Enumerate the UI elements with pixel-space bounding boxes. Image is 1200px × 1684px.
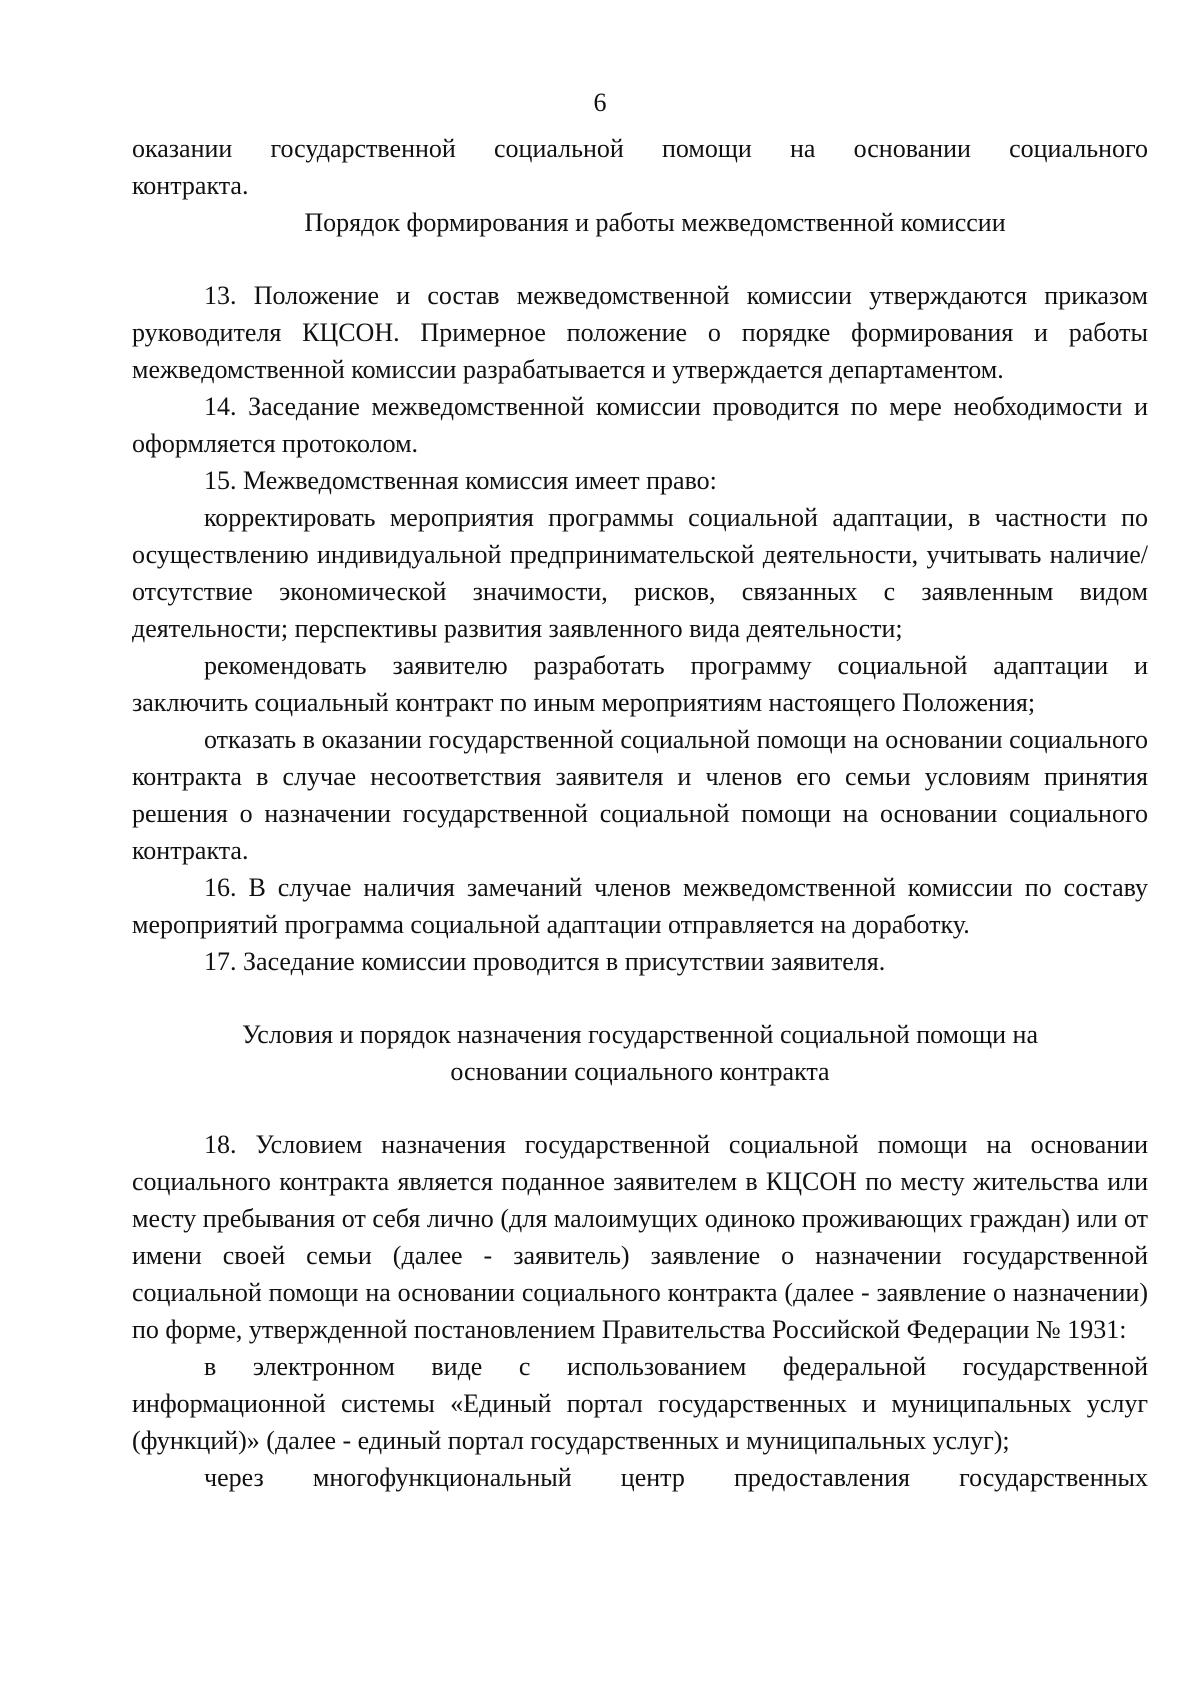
paragraph-15: 15. Межведомственная комиссия имеет право: [204, 466, 717, 495]
section-title-commission: Порядок формирования и работы межведомственной комиссии [304, 208, 1006, 237]
paragraph-18: 18. Условием назначения государственной социальной помощи на основании социального контракта является поданное заявителем в КЦСОН по месту жительства или месту пребывания от себя лично (для малоимущих одиноко проживающих граждан) или от имени своей семьи (далее - заявитель) заявление о назначении государственной социальной помощи на основании социального контракта (далее - заявление о назначении) по форме, утвержденной постановлением Правительства Российской Федерации № 1931: [132, 1130, 1148, 1344]
continuation-line-2: контракта. [132, 171, 249, 200]
paragraph-14: 14. Заседание межведомственной комиссии проводится по мере необходимости и оформляется протоколом. [132, 392, 1148, 458]
continuation-line-1: оказании государственной социальной помощи на основании социального [132, 134, 1148, 163]
section-title-conditions-line-2: основании социального контракта [450, 1057, 830, 1086]
paragraph-18-electronic: в электронном виде с использованием федеральной государственной информационной системы «Единый портал государственных и муниципальных услуг (функций)» (далее - единый портал государственных и муниципальных услуг); [132, 1352, 1148, 1455]
section-title-conditions-line-1: Условия и порядок назначения государственной социальной помощи на [242, 1020, 1038, 1049]
paragraph-18-mfc: через многофункциональный центр предоставления государственных [204, 1463, 1148, 1492]
page-number: 6 [593, 88, 607, 117]
paragraph-13: 13. Положение и состав межведомственной комиссии утверждаются приказом руководителя КЦСОН. Примерное положение о порядке формирования и работы межведомственной комиссии разрабатывается и утверждается департаментом. [132, 281, 1148, 384]
paragraph-15-recommend: рекомендовать заявителю разработать программу социальной адаптации и заключить социальный контракт по иным мероприятиям настоящего Положения; [132, 651, 1148, 717]
document-body [132, 130, 1148, 1496]
section-title-conditions [132, 1016, 1148, 1090]
paragraph-15-refuse: отказать в оказании государственной социальной помощи на основании социального контракта в случае несоответствия заявителя и членов его семьи условиям принятия решения о назначении государственной социальной помощи на основании социального контракта. [132, 725, 1148, 865]
paragraph-15-correct: корректировать мероприятия программы социальной адаптации, в частности по осуществлению индивидуальной предпринимательской деятельности, учитывать наличие/отсутствие экономической значимости, рисков, связанных с заявленным видом деятельности; перспективы развития заявленного вида деятельности; [132, 503, 1148, 643]
paragraph-16: 16. В случае наличия замечаний членов межведомственной комиссии по составу мероприятий программа социальной адаптации отправляется на доработку. [132, 873, 1148, 939]
paragraph-17: 17. Заседание комиссии проводится в присутствии заявителя. [204, 947, 886, 976]
